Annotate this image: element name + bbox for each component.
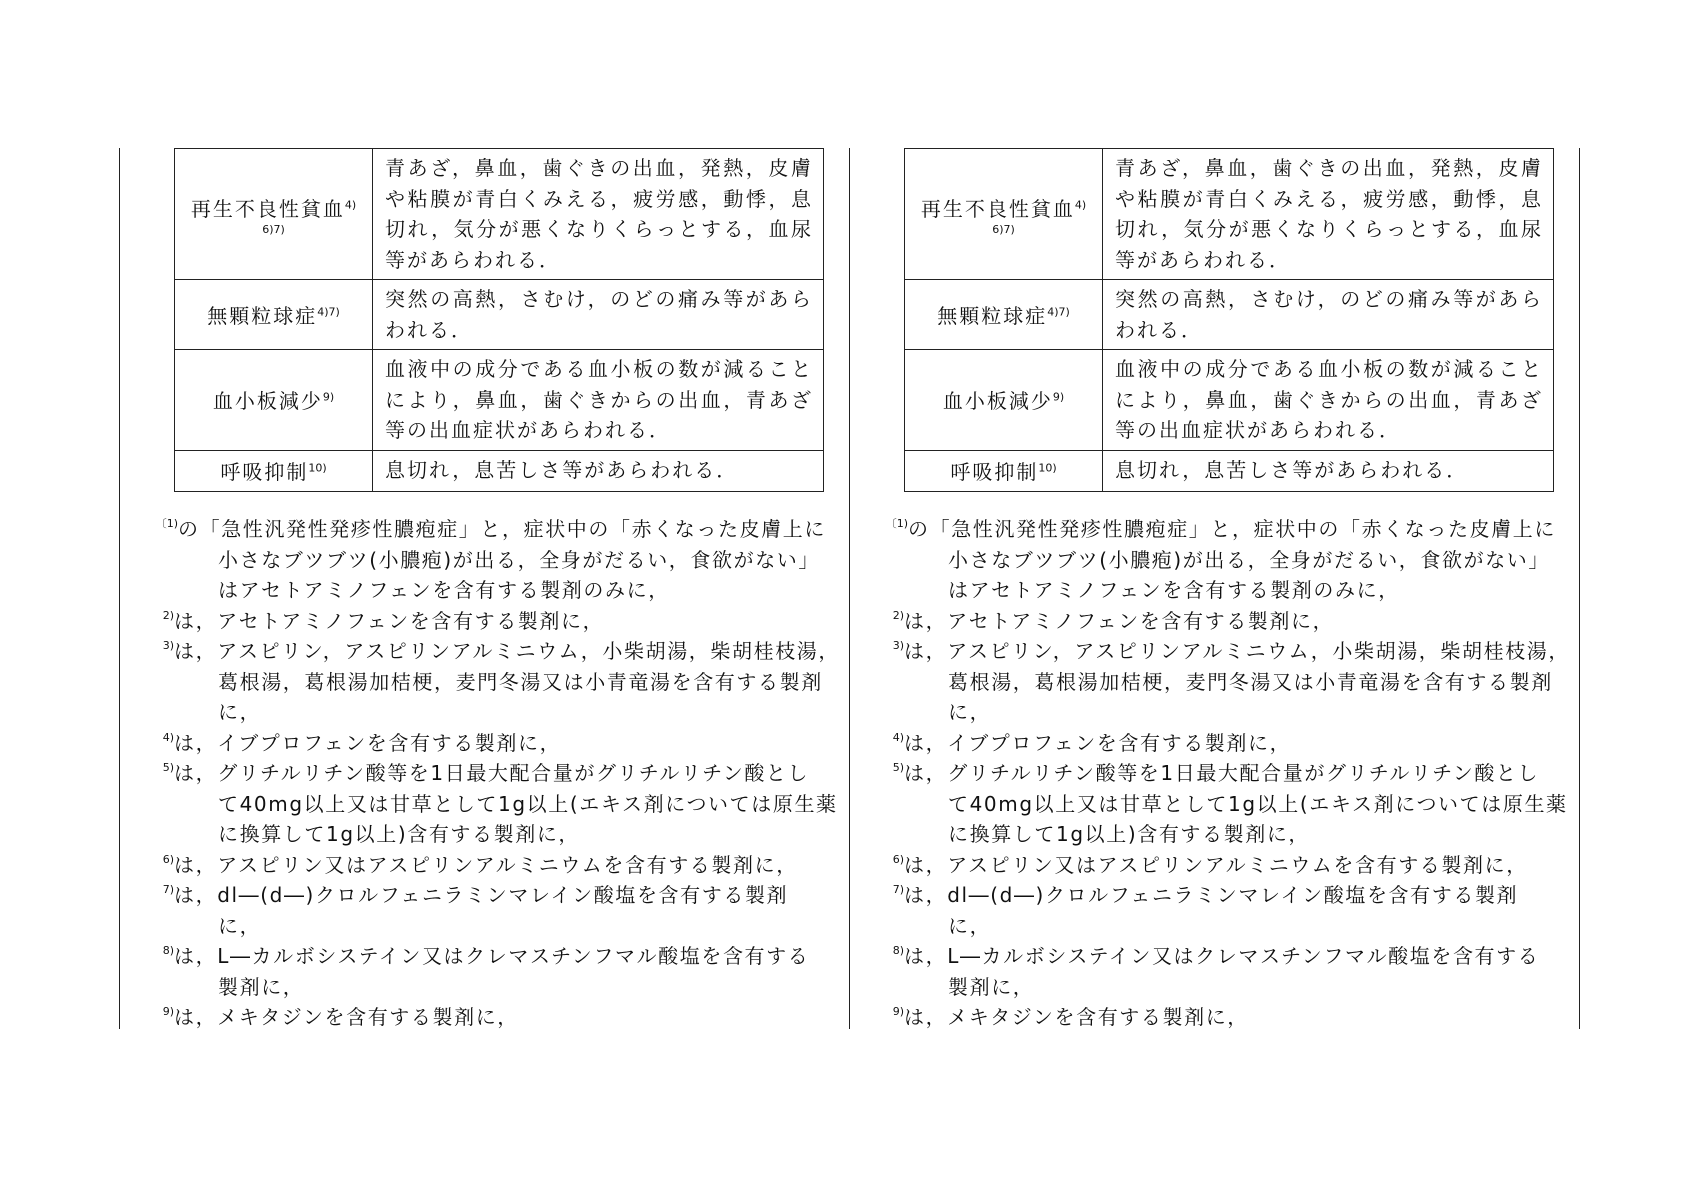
column-rule-left (119, 148, 120, 1029)
footnote-line (148, 1002, 833, 1033)
column-rule-middle (849, 148, 850, 1029)
table-row (905, 149, 1554, 280)
symptom-description: 青あざ，鼻血，歯ぐきの出血，発熱，皮膚や粘膜が青白くみえる，疲労感，動悸，息切れ，気分が悪くなりくらっとする，血尿等があらわれる． (1103, 149, 1554, 280)
footnote-text: は，dl―(d―)クロルフェニラミンマレイン酸塩を含有する製剤 (174, 883, 789, 907)
footnote-line (878, 758, 1563, 789)
table-row (905, 450, 1554, 491)
footnote-text: は，アスピリン又はアスピリンアルミニウムを含有する製剤に， (174, 852, 798, 877)
reference-mark: 9) (322, 390, 335, 404)
footnote-line (878, 636, 1570, 667)
footnote-line (878, 545, 1563, 576)
footnote-text: は，L―カルボシステイン又はクレマスチンフマル酸塩を含有する (174, 944, 810, 968)
footnote-mark: 〔1) (155, 517, 178, 530)
reference-mark-continued: 6)7) (992, 222, 1015, 236)
footnote-mark: 3) (162, 639, 174, 652)
footnote-text: に， (218, 700, 262, 724)
footnote-text: て40mg以上又は甘草として1g以上(エキス剤については原生薬 (948, 791, 1568, 816)
footnote-line (878, 789, 1568, 820)
footnote-line (148, 850, 833, 881)
footnote-line (148, 911, 833, 942)
footnote-text: は，アセトアミノフェンを含有する製剤に， (174, 608, 605, 633)
footnote-text: 葛根湯，葛根湯加桔梗，麦門冬湯又は小青竜湯を含有する製剤 (218, 669, 823, 694)
symptom-name-cell (175, 450, 373, 491)
table-row (175, 149, 824, 280)
symptom-name-cell (175, 149, 373, 280)
footnote-text: は，L―カルボシステイン又はクレマスチンフマル酸塩を含有する (904, 944, 1540, 968)
footnote-line (878, 697, 1563, 728)
footnote-text: は，メキタジンを含有する製剤に， (174, 1005, 519, 1029)
table-row (905, 280, 1554, 350)
footnote-text: はアセトアミノフェンを含有する製剤のみに， (218, 578, 670, 602)
footnote-line (148, 545, 833, 576)
footnote-line (878, 819, 1563, 850)
footnote-line (148, 514, 833, 545)
reference-mark: 9) (1052, 390, 1065, 404)
footnote-line (148, 941, 833, 972)
footnote-mark: 7) (892, 883, 904, 896)
symptom-description: 突然の高熱，さむけ，のどの痛み等があらわれる． (373, 280, 824, 350)
symptom-description: 血液中の成分である血小板の数が減ることにより，鼻血，歯ぐきからの出血，青あざ等の出血症状があらわれる． (1103, 350, 1554, 451)
footnote-line (148, 697, 833, 728)
footnote-text: は，アスピリン，アスピリンアルミニウム，小柴胡湯，柴胡桂枝湯， (174, 639, 840, 663)
footnote-text: 製剤に， (218, 974, 305, 999)
footnote-line (878, 606, 1563, 637)
footnote-text: は，イブプロフェンを含有する製剤に， (174, 730, 562, 755)
reference-mark: 4) (344, 197, 357, 211)
footnote-line (878, 850, 1563, 881)
footnote-text: の「急性汎発性発疹性膿疱症」と，症状中の「赤くなった皮膚上に (908, 517, 1556, 541)
footnote-line (878, 880, 1563, 911)
footnote-line (148, 972, 833, 1003)
symptom-description: 息切れ，息苦しさ等があらわれる． (373, 450, 824, 491)
symptom-description: 息切れ，息苦しさ等があらわれる． (1103, 450, 1554, 491)
footnote-text: 葛根湯，葛根湯加桔梗，麦門冬湯又は小青竜湯を含有する製剤 (948, 669, 1553, 694)
footnote-text: は，メキタジンを含有する製剤に， (904, 1005, 1249, 1029)
footnote-line (878, 911, 1563, 942)
footnote-line (878, 941, 1563, 972)
footnotes (148, 514, 840, 1033)
footnote-mark: 6) (892, 852, 904, 866)
reference-mark-continued: 6)7) (262, 222, 285, 236)
reference-mark: 4)7) (317, 305, 340, 319)
side-effects-table (174, 148, 824, 492)
footnotes (878, 514, 1570, 1033)
column-rule-right (1579, 148, 1580, 1029)
footnote-mark: 4) (892, 730, 904, 744)
footnote-mark: 9) (892, 1005, 904, 1018)
symptom-name: 呼吸抑制 (220, 460, 309, 484)
symptom-name: 再生不良性貧血 (190, 196, 345, 221)
symptom-name-cell (175, 350, 373, 451)
symptom-name-cell (905, 280, 1103, 350)
footnote-line (878, 667, 1563, 698)
footnote-line (878, 1002, 1563, 1033)
footnote-mark: 2) (162, 608, 174, 622)
reference-mark: 4)7) (1047, 305, 1070, 319)
footnote-line (148, 758, 833, 789)
footnote-text: に換算して1g以上)含有する製剤に， (218, 822, 581, 846)
symptom-name: 無顆粒球症 (937, 304, 1048, 328)
reference-mark: 4) (1074, 197, 1087, 211)
footnote-text: に換算して1g以上)含有する製剤に， (948, 822, 1311, 846)
footnote-text: は，グリチルリチン酸等を1日最大配合量がグリチルリチン酸とし (174, 761, 810, 785)
footnote-text: は，dl―(d―)クロルフェニラミンマレイン酸塩を含有する製剤 (904, 883, 1519, 907)
footnote-mark: 8) (892, 944, 904, 957)
footnote-line (148, 575, 833, 606)
symptom-name: 再生不良性貧血 (920, 196, 1075, 221)
footnote-line (148, 789, 838, 820)
footnote-mark: 7) (162, 883, 174, 896)
footnote-line (148, 667, 833, 698)
table-row (905, 350, 1554, 451)
symptom-description: 突然の高熱，さむけ，のどの痛み等があらわれる． (1103, 280, 1554, 350)
footnote-mark: 6) (162, 852, 174, 866)
symptom-name: 血小板減少 (212, 389, 323, 414)
footnote-text: は，イブプロフェンを含有する製剤に， (904, 730, 1292, 755)
footnote-text: 小さなブツブツ(小膿疱)が出る，全身がだるい，食欲がない」 (218, 547, 821, 572)
symptom-name-cell (175, 280, 373, 350)
symptom-name-cell (905, 350, 1103, 451)
footnote-text: は，アスピリン又はアスピリンアルミニウムを含有する製剤に， (904, 852, 1528, 877)
footnote-text: 小さなブツブツ(小膿疱)が出る，全身がだるい，食欲がない」 (948, 547, 1551, 572)
side-effects-table (904, 148, 1554, 492)
table-row (175, 350, 824, 451)
footnote-line (878, 575, 1563, 606)
symptom-name-cell (905, 450, 1103, 491)
footnote-text: は，グリチルリチン酸等を1日最大配合量がグリチルリチン酸とし (904, 761, 1540, 785)
footnote-line (148, 636, 840, 667)
reference-mark: 10) (1038, 461, 1057, 475)
footnote-line (878, 514, 1563, 545)
footnote-text: はアセトアミノフェンを含有する製剤のみに， (948, 578, 1400, 602)
table-row (175, 450, 824, 491)
footnote-text: は，アセトアミノフェンを含有する製剤に， (904, 608, 1335, 633)
footnote-text: に， (948, 913, 992, 938)
footnote-line (148, 880, 833, 911)
footnote-text: に， (218, 913, 262, 938)
footnote-mark: 5) (162, 761, 174, 774)
footnote-text: の「急性汎発性発疹性膿疱症」と，症状中の「赤くなった皮膚上に (178, 517, 826, 541)
footnote-mark: 〔1) (885, 517, 908, 530)
footnote-mark: 8) (162, 944, 174, 957)
symptom-name: 血小板減少 (942, 389, 1053, 414)
footnote-text: に， (948, 700, 992, 724)
footnote-mark: 3) (892, 639, 904, 652)
footnote-mark: 4) (162, 730, 174, 744)
footnote-text: て40mg以上又は甘草として1g以上(エキス剤については原生薬 (218, 791, 838, 816)
footnote-line (878, 972, 1563, 1003)
symptom-name: 呼吸抑制 (950, 460, 1039, 484)
table-row (175, 280, 824, 350)
reference-mark: 10) (308, 461, 327, 475)
footnote-mark: 5) (892, 761, 904, 774)
symptom-description: 血液中の成分である血小板の数が減ることにより，鼻血，歯ぐきからの出血，青あざ等の出血症状があらわれる． (373, 350, 824, 451)
footnote-line (148, 606, 833, 637)
footnote-line (148, 819, 833, 850)
footnote-mark: 9) (162, 1005, 174, 1018)
symptom-name: 無顆粒球症 (207, 304, 318, 328)
footnote-text: 製剤に， (948, 974, 1035, 999)
footnote-text: は，アスピリン，アスピリンアルミニウム，小柴胡湯，柴胡桂枝湯， (904, 639, 1570, 663)
symptom-name-cell (905, 149, 1103, 280)
footnote-line (148, 728, 833, 759)
symptom-description: 青あざ，鼻血，歯ぐきの出血，発熱，皮膚や粘膜が青白くみえる，疲労感，動悸，息切れ，気分が悪くなりくらっとする，血尿等があらわれる． (373, 149, 824, 280)
footnote-line (878, 728, 1563, 759)
footnote-mark: 2) (892, 608, 904, 622)
